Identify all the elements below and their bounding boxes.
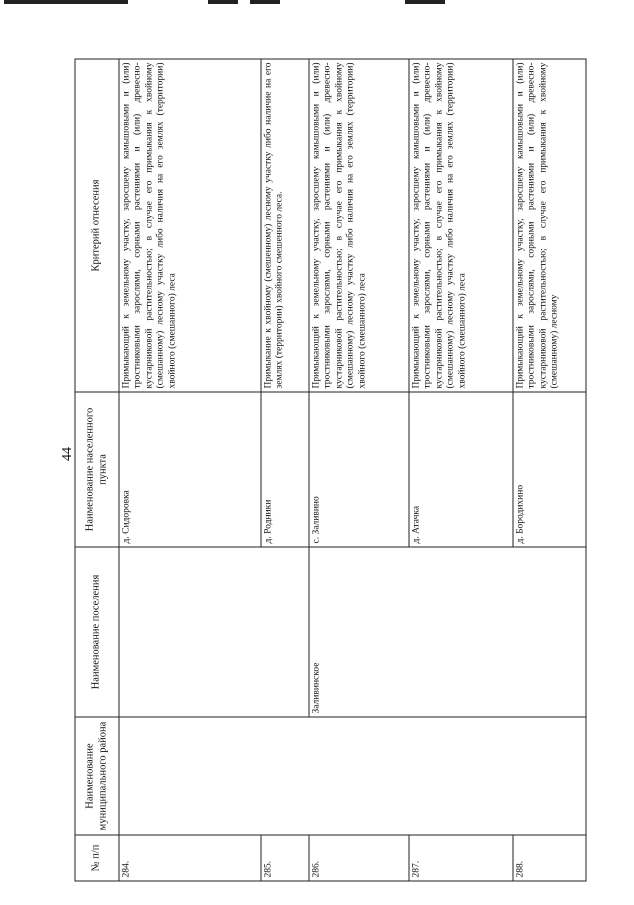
- criterion-cell: Примыкающий к земельному участку, заросшему камышовыми и (или) тростниковыми зарослями, сорными растениями и (или) древесно-кустарниковой растительностью; в случае его примыкания к хвойному (смешанному) лесному участку либо наличия на его землях (территории) хвойного (смешанного) леса: [119, 59, 261, 392]
- top-edge-mark: [4, 0, 128, 4]
- settlement-cell: [119, 547, 309, 717]
- header-settlement: Наименование поселения: [75, 547, 119, 717]
- row-number: 287.: [409, 835, 513, 881]
- table-header-row: [75, 59, 119, 881]
- table-row: [119, 59, 261, 881]
- criterion-cell: Примыкающий к земельному участку, заросшему камышовыми и (или) тростниковыми зарослями, сорными растениями и (или) древесно-кустарниковой растительностью; в случае его примыкания к хвойному (смешанному) лесному участку либо наличия на его землях (территории) хвойного (смешанного) леса: [309, 59, 409, 392]
- page-number: 44: [60, 447, 75, 461]
- criterion-cell: Примыкающий к земельному участку, заросшему камышовыми и (или) тростниковыми зарослями, сорными растениями и (или) древесно-кустарниковой растительностью; в случае его примыкания к хвойному (смешанному) лесному: [513, 59, 586, 392]
- locality-cell: д. Родники: [261, 392, 309, 547]
- criteria-table: [75, 58, 587, 881]
- row-number: 285.: [261, 835, 309, 881]
- locality-cell: д. Бородихино: [513, 392, 586, 547]
- locality-cell: д. Атачка: [409, 392, 513, 547]
- top-edge-mark: [405, 0, 445, 4]
- district-cell: [119, 717, 586, 835]
- locality-cell: с. Заливино: [309, 392, 409, 547]
- header-criterion: Критерий отнесения: [75, 59, 119, 392]
- criterion-cell: Примыкающий к земельному участку, заросшему камышовыми и (или) тростниковыми зарослями, сорными растениями и (или) древесно-кустарниковой растительностью; в случае его примыкания к хвойному (смешанному) лесному участку либо наличия на его землях (территории) хвойного (смешанного) леса: [409, 59, 513, 392]
- header-district: Наименование муниципального района: [75, 717, 119, 835]
- settlement-cell: Заливинское: [309, 547, 586, 717]
- row-number: 284.: [119, 835, 261, 881]
- top-edge-mark: [250, 0, 280, 4]
- rotated-table-container: [75, 59, 560, 881]
- top-edge-mark: [208, 0, 238, 4]
- header-locality: Наименование населенного пункта: [75, 392, 119, 547]
- row-number: 286.: [309, 835, 409, 881]
- row-number: 288.: [513, 835, 586, 881]
- locality-cell: д. Сидоровка: [119, 392, 261, 547]
- criterion-cell: Примыкание к хвойному (смешенному) лесному участку либо наличие на его землях (территории) хвойного смешенного леса.: [261, 59, 309, 392]
- header-number: № п/п: [75, 835, 119, 881]
